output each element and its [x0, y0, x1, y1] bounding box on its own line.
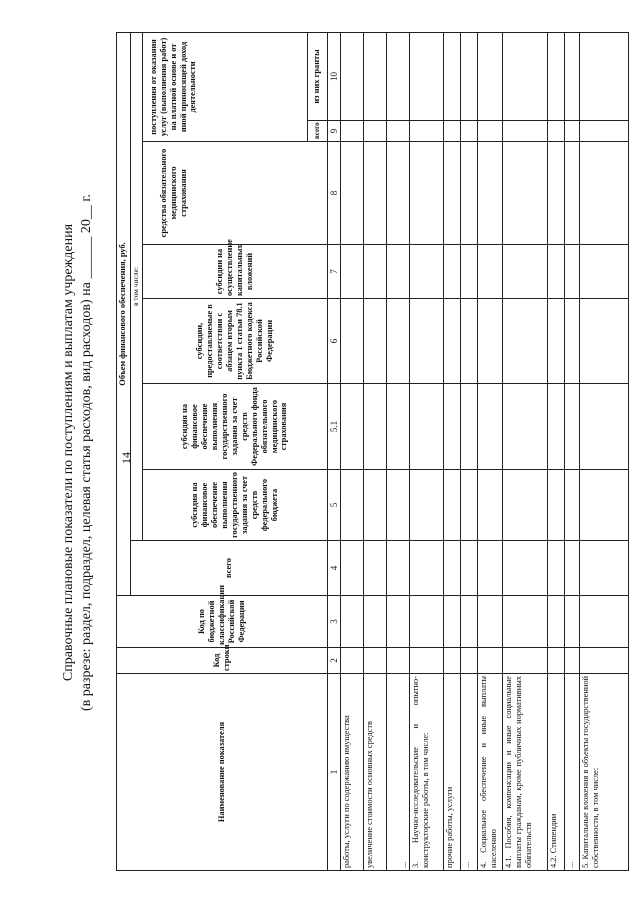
row-label: 3. Научно-исследовательские и опытно-конструкторские работы, в том числе: — [410, 674, 444, 871]
header-paid-total: всего — [307, 121, 327, 142]
row-label: 4. Социальное обеспечение и иные выплаты населению — [478, 674, 503, 871]
header-including: в том числе: — [131, 32, 143, 540]
column-number: 2 — [327, 648, 341, 674]
header-total: всего — [131, 541, 328, 596]
table-row — [410, 32, 444, 870]
column-number: 4 — [327, 541, 341, 596]
row-label: ... — [461, 674, 478, 871]
page-number: 14 — [119, 452, 133, 464]
column-number: 5.1 — [327, 384, 341, 470]
table-row — [580, 32, 629, 870]
row-label: ... — [387, 674, 410, 871]
column-number: 5 — [327, 470, 341, 541]
header-oms-funds: средства обязательного медицинского страхования — [142, 142, 327, 245]
header-78-1-subsidy: субсидии, предоставляемые в соответствии с абзацем вторым пункта 1 статьи 78.1 Бюджетного кодекса Российской Федерации — [142, 299, 327, 384]
header-paid-services: поступления от оказания услуг (выполнения работ) на платной основе и от иной приносящей доход деятельности — [142, 32, 307, 141]
table-row — [444, 32, 461, 870]
table-row — [503, 32, 548, 870]
table-row — [478, 32, 503, 870]
document-subtitle: (в разрезе: раздел, подраздел, целевая статья расходов, вид расходов) на ______ 20__ г. — [79, 194, 94, 711]
header-indicator-name: Наименование показателя — [117, 674, 328, 871]
table-row — [364, 32, 387, 870]
row-label: работы, услуги по содержанию имущества — [341, 674, 364, 871]
column-number: 9 — [327, 121, 341, 142]
row-label: 5. Капитальные вложения в объекты государственной собственности, в том числе: — [580, 674, 629, 871]
header-capital-subsidy: субсидии на осуществление капитальных вложений — [142, 245, 327, 299]
table-row — [387, 32, 410, 870]
header-grants: из них гранты — [307, 32, 327, 120]
column-numbers-row — [327, 32, 341, 870]
column-number: 10 — [327, 32, 341, 120]
table-row — [461, 32, 478, 870]
row-label: ... — [565, 674, 580, 871]
table-row — [565, 32, 580, 870]
plan-indicators-table — [116, 32, 629, 871]
header-federal-subsidy: субсидия на финансовое обеспечение выполнения государственного задания за счет средств федерального бюджета — [142, 470, 327, 541]
table-row — [341, 32, 364, 870]
header-ffoms-subsidy: субсидия на финансовое обеспечение выполнения государственного задания за счет средств Федерального фонда обязательного медицинского страхования — [142, 384, 327, 470]
row-label: 4.2. Стипендии — [548, 674, 565, 871]
header-budget-code: Код по бюджетной классификации Российской Федерации — [117, 596, 328, 648]
table-row — [548, 32, 565, 870]
column-number: 3 — [327, 596, 341, 648]
column-number: 1 — [327, 674, 341, 871]
header-row-code: Код строки — [117, 648, 328, 674]
document-title: Справочные плановые показатели по поступлениям и выплатам учреждения — [61, 223, 76, 682]
row-label: 4.1. Пособия, компенсации и иные социальные выплаты гражданам, кроме публичных нормативных обязательств — [503, 674, 548, 871]
row-label: прочие работы, услуги — [444, 674, 461, 871]
column-number: 8 — [327, 142, 341, 245]
header-financial-volume: Объем финансового обеспечения, руб. — [117, 32, 131, 595]
row-label: увеличение стоимости основных средств — [364, 674, 387, 871]
column-number: 6 — [327, 299, 341, 384]
column-number: 7 — [327, 245, 341, 299]
